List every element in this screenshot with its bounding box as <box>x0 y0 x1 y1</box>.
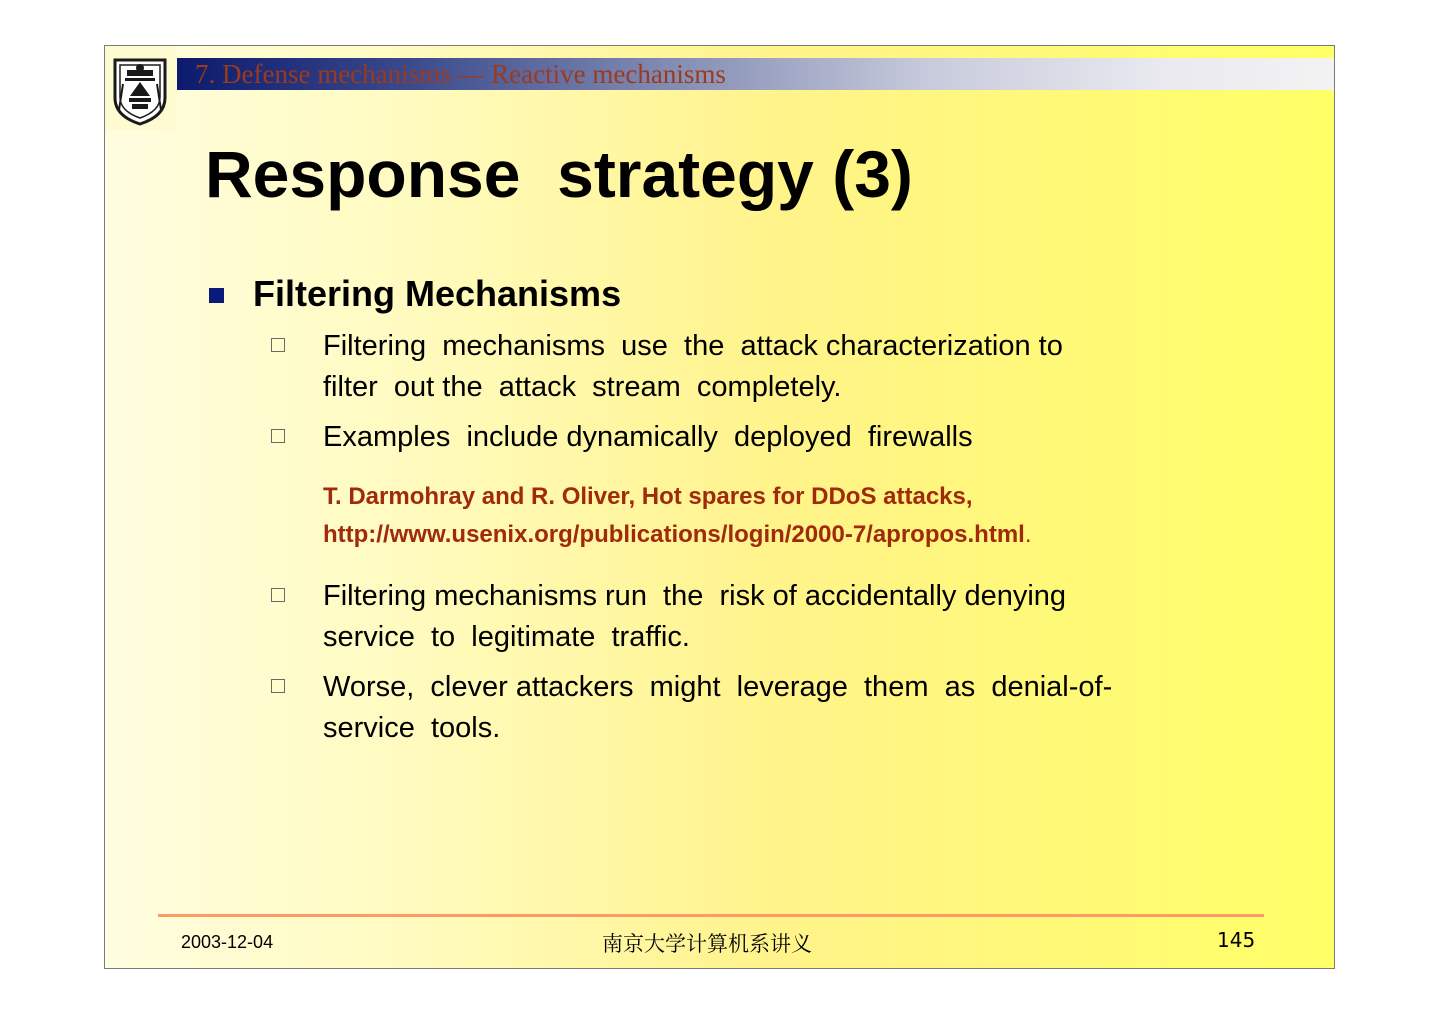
reference-citation <box>323 478 1263 554</box>
list-item-text: Filtering mechanisms run the risk of accidentally denying service to legitimate traffic. <box>323 580 1067 653</box>
slide <box>104 45 1335 969</box>
list-item-text: Examples include dynamically deployed firewalls <box>323 421 973 453</box>
section-header-bar <box>177 58 1335 90</box>
university-seal-icon <box>111 54 169 126</box>
logo-area <box>105 46 175 130</box>
page-number: 145 <box>1217 928 1256 952</box>
reference-line1: T. Darmohray and R. Oliver, Hot spares for DDoS attacks, <box>323 483 973 510</box>
reference-trailing: . <box>1024 521 1032 548</box>
hollow-square-bullet-icon <box>271 338 285 352</box>
footer-date: 2003-12-04 <box>181 932 274 952</box>
footer-divider <box>158 914 1264 917</box>
footer-course-title: 南京大学计算机系讲义 <box>602 932 812 956</box>
bullet-level1 <box>209 272 1109 316</box>
list-item-text: Worse, clever attackers might leverage them as denial-of- service tools. <box>323 671 1113 744</box>
list-item-text: Filtering mechanisms use the attack characterization to filter out the attack stream completely. <box>323 330 1063 403</box>
hollow-square-bullet-icon <box>271 588 285 602</box>
square-bullet-icon <box>209 288 224 303</box>
reference-url[interactable]: http://www.usenix.org/publications/login/2000-7/apropos.html <box>323 521 1025 548</box>
slide-title: Response strategy (3) <box>205 137 913 211</box>
bullet-level1-text: Filtering Mechanisms <box>253 273 622 314</box>
hollow-square-bullet-icon <box>271 429 285 443</box>
hollow-square-bullet-icon <box>271 679 285 693</box>
section-title: 7. Defense mechanisms — Reactive mechanisms <box>195 59 726 89</box>
